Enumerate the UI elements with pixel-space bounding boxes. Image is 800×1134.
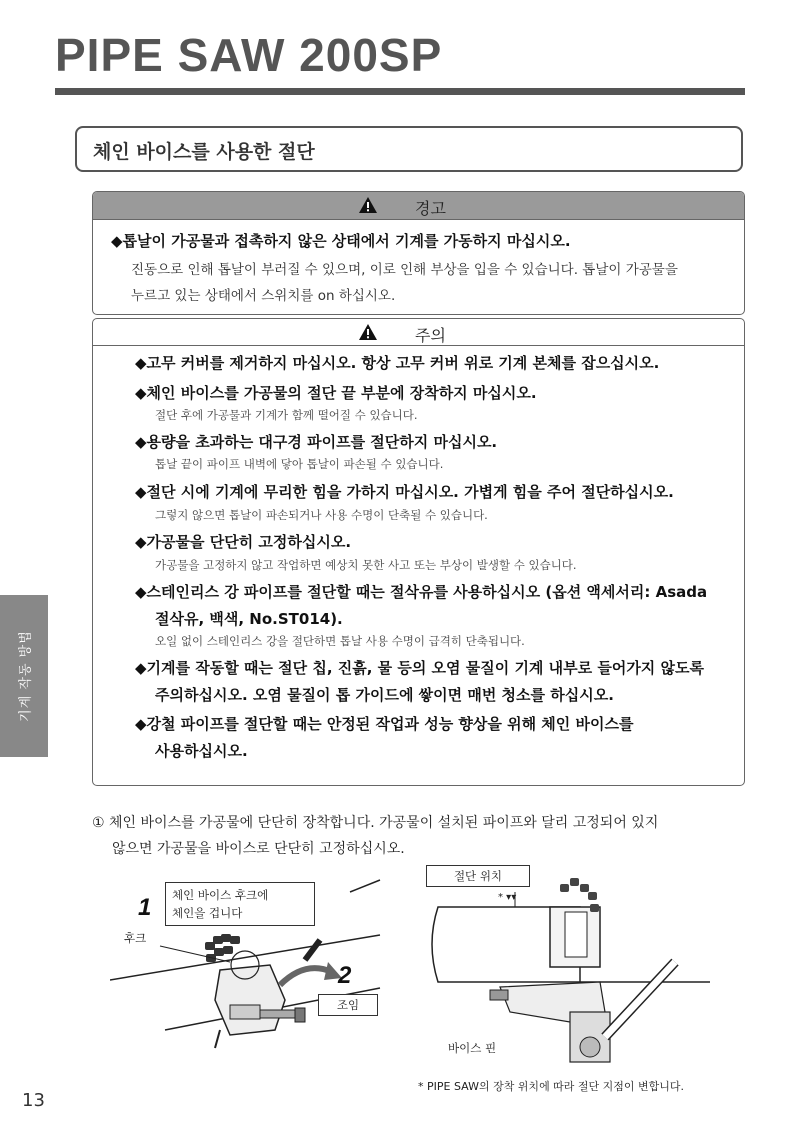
page-title: PIPE SAW 200SP xyxy=(55,29,443,81)
cut-position-marker: * ▾▾ xyxy=(498,892,517,903)
caution-item-4: ◆절단 시에 기계에 무리한 힘을 가하지 마십시오. 가볍게 힘을 주어 절단하십시오. xyxy=(135,483,674,501)
caution-item-3: ◆용량을 초과하는 대구경 파이프를 절단하지 마십시오. xyxy=(135,433,498,451)
title-underline xyxy=(55,88,745,95)
caution-item-6-note: 오일 없이 스테인리스 강을 절단하면 톱날 사용 수명이 급격히 단축됩니다. xyxy=(155,634,525,648)
hook-label: 후크 xyxy=(124,931,147,945)
caution-triangle-icon xyxy=(359,324,377,340)
caution-item-5-note: 가공물을 고정하지 않고 작업하면 예상치 못한 사고 또는 부상이 발생할 수 있습니다. xyxy=(155,558,577,572)
vise-pin-label: 바이스 핀 xyxy=(448,1041,497,1055)
caution-item-4-note: 그렇지 않으면 톱날이 파손되거나 사용 수명이 단축될 수 있습니다. xyxy=(155,508,488,522)
caution-item-2-note: 절단 후에 가공물과 기계가 함께 떨어질 수 있습니다. xyxy=(155,408,418,422)
caution-item-1: ◆고무 커버를 제거하지 마십시오. 항상 고무 커버 위로 기계 본체를 잡으십시오. xyxy=(135,354,660,372)
caution-item-6: ◆스테인리스 강 파이프를 절단할 때는 절삭유를 사용하십시오 (옵션 액세서리: Asada xyxy=(135,583,708,601)
cutting-position-figure xyxy=(420,862,720,1077)
warning-text-line2: 누르고 있는 상태에서 스위치를 on 하십시오. xyxy=(131,288,396,304)
caution-item-6-cont: 절삭유, 백색, No.ST014). xyxy=(155,610,343,628)
page-number: 13 xyxy=(22,1090,45,1111)
chapter-side-tab-label: 기계 작동 방법 xyxy=(18,630,34,722)
caution-item-8-cont: 사용하십시오. xyxy=(155,742,248,760)
section-heading-box xyxy=(75,126,743,172)
step1-line1: ① 체인 바이스를 가공물에 단단히 장착합니다. 가공물이 설치된 파이프와 달리 고정되어 있지 xyxy=(92,815,659,831)
tighten-label: 조임 xyxy=(336,998,360,1012)
section-heading: 체인 바이스를 사용한 절단 xyxy=(93,141,315,163)
step1-line2: 않으면 가공물을 바이스로 단단히 고정하십시오. xyxy=(112,841,405,857)
figure-footnote: * PIPE SAW의 장착 위치에 따라 절단 지점이 변합니다. xyxy=(418,1080,685,1093)
caution-item-5: ◆가공물을 단단히 고정하십시오. xyxy=(135,533,352,551)
caution-item-7-cont: 주의하십시오. 오염 물질이 톱 가이드에 쌓이면 매번 청소를 하십시오. xyxy=(155,686,614,704)
warning-text-line1: 진동으로 인해 톱날이 부러질 수 있으며, 이로 인해 부상을 입을 수 있습니다. 톱날이 가공물을 xyxy=(131,262,678,278)
warning-triangle-icon xyxy=(359,197,377,213)
caution-item-7: ◆기계를 작동할 때는 절단 칩, 진흙, 물 등의 오염 물질이 기계 내부로 들어가지 않도록 xyxy=(135,659,704,677)
caution-label: 주의 xyxy=(415,326,446,345)
figure-step-1-number: 1 xyxy=(138,894,152,921)
tighten-callout xyxy=(318,994,378,1016)
chapter-side-tab xyxy=(0,595,48,757)
hook-callout-line1: 체인 바이스 후크에 xyxy=(172,888,269,902)
cut-position-label: 절단 위치 xyxy=(453,869,503,883)
hook-callout xyxy=(165,882,315,926)
caution-item-2: ◆체인 바이스를 가공물의 절단 끝 부분에 장착하지 마십시오. xyxy=(135,384,537,402)
caution-item-3-note: 톱날 끝이 파이프 내벽에 닿아 톱날이 파손될 수 있습니다. xyxy=(155,457,444,471)
caution-box xyxy=(92,318,745,786)
warning-box xyxy=(92,191,745,315)
warning-label: 경고 xyxy=(415,199,446,218)
caution-header xyxy=(93,319,744,346)
warning-headline: ◆톱날이 가공물과 접촉하지 않은 상태에서 기계를 가동하지 마십시오. xyxy=(111,232,571,250)
caution-item-8: ◆강철 파이프를 절단할 때는 안정된 작업과 성능 향상을 위해 체인 바이스를 xyxy=(135,715,634,733)
cut-position-callout xyxy=(426,865,530,887)
hook-callout-line2: 체인을 겁니다 xyxy=(172,906,243,920)
chain-vise-figure xyxy=(110,870,400,1060)
warning-header xyxy=(93,192,744,220)
figure-step-2-number: 2 xyxy=(338,962,352,989)
